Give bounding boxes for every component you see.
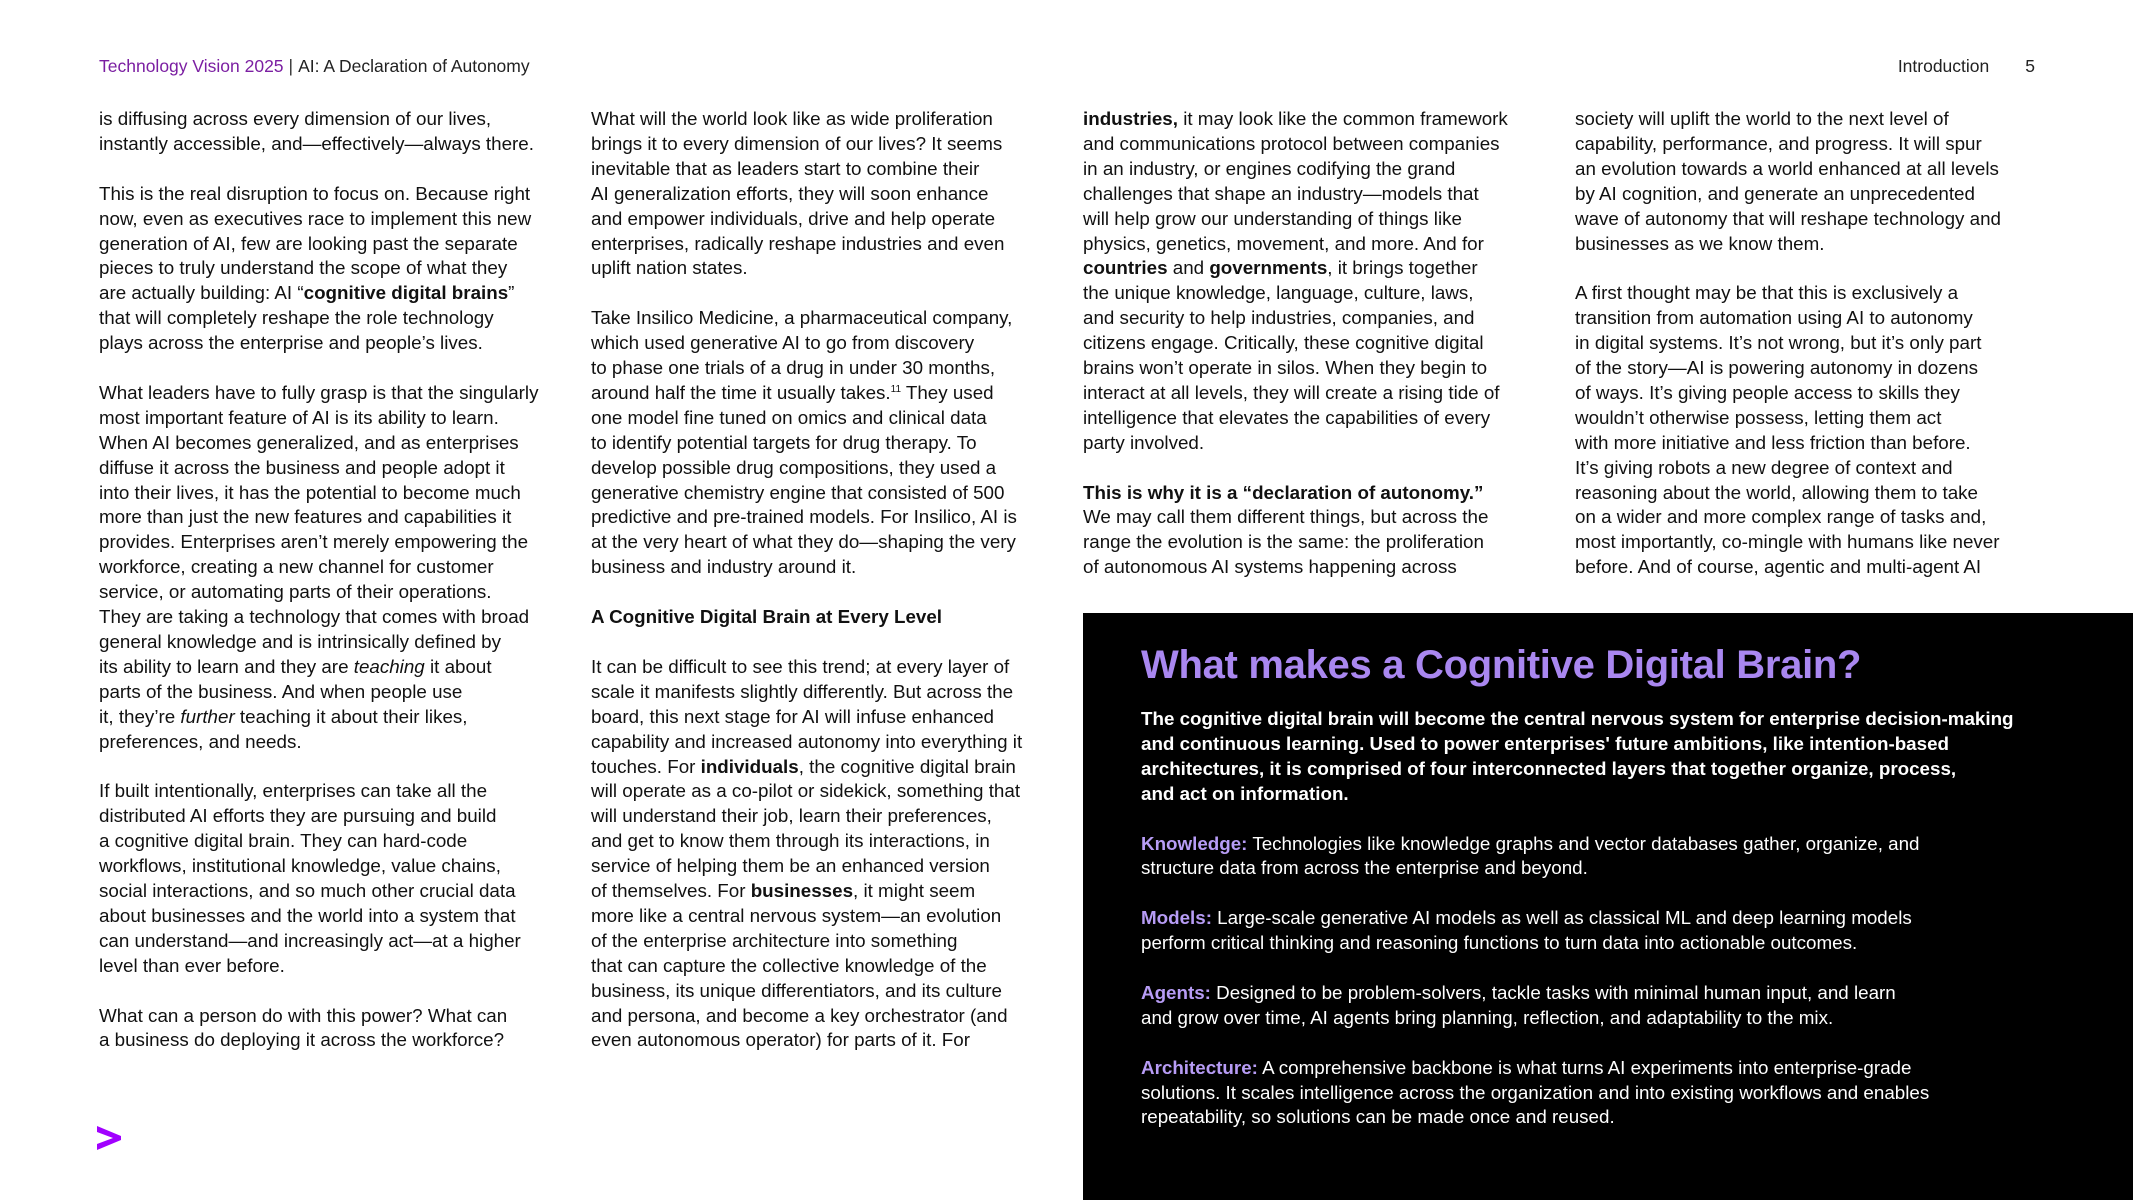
text-line: an evolution towards a world enhanced at all levels [1575, 157, 1999, 179]
text-line: will help grow our understanding of things like [1083, 207, 1462, 229]
text-run: touches. For [591, 755, 701, 777]
paragraph [99, 381, 569, 755]
text-line: a cognitive digital brain. They can hard-code [99, 830, 468, 852]
text-line: provides. Enterprises aren’t merely empowering the [99, 531, 529, 553]
text-run: of themselves. For [591, 880, 751, 902]
text-line: businesses as we know them. [1575, 232, 1825, 254]
text-run: teaching it about their likes, [234, 705, 468, 727]
text-line: workflows, institutional knowledge, value chains, [99, 855, 501, 877]
text-line [99, 655, 569, 680]
paragraph [591, 306, 1061, 580]
text-run: and [1167, 257, 1210, 279]
accenture-chevron-icon [95, 1123, 123, 1151]
italic-term: further [180, 705, 235, 727]
text-line [99, 705, 569, 730]
bold-term: businesses [750, 880, 854, 902]
text-line: with more initiative and less friction than before. [1575, 431, 1971, 453]
text-line: What can a person do with this power? What can [99, 1004, 508, 1026]
text-line: level than ever before. [99, 954, 285, 976]
text-line: and security to help industries, companies, and [1083, 307, 1475, 329]
text-run: it, they’re [99, 705, 181, 727]
text-line: generation of AI, few are looking past the separate [99, 232, 518, 254]
layer-agents [1141, 981, 2101, 1031]
text-run: ” [508, 282, 515, 304]
text-line: perform critical thinking and reasoning functions to turn data into actionable outcomes. [1141, 932, 1858, 954]
footnote-ref[interactable]: 11 [890, 383, 902, 395]
section-name: Introduction [1897, 56, 1990, 76]
text-line: society will uplift the world to the next level of [1575, 108, 1949, 129]
text-line [1141, 832, 2101, 857]
text-line: to identify potential targets for drug therapy. To [591, 431, 977, 453]
header-left [99, 56, 530, 77]
text-line: parts of the business. And when people use [99, 680, 463, 702]
text-line: What will the world look like as wide proliferation [591, 108, 993, 129]
text-line: generative chemistry engine that consisted of 500 [591, 481, 1005, 503]
text-line [1141, 1056, 2101, 1081]
text-line: capability, performance, and progress. It will spur [1575, 132, 1982, 154]
paragraph [99, 779, 569, 978]
bold-term: countries [1083, 257, 1168, 279]
text-line: scale it manifests slightly differently. But across the [591, 680, 1014, 702]
callout-title: What makes a Cognitive Digital Brain? [1141, 643, 1862, 687]
bold-term: industries, [1083, 108, 1178, 129]
text-line: capability and increased autonomy into everything it [591, 730, 1023, 752]
text-line: wave of autonomy that will reshape technology and [1575, 207, 2001, 229]
page-number: 5 [2025, 56, 2035, 76]
text-line: one model fine tuned on omics and clinical data [591, 406, 987, 428]
text-line: preferences, and needs. [99, 730, 302, 752]
text-line: structure data from across the enterprise and beyond. [1141, 857, 1588, 879]
text-line: most important feature of AI is its ability to learn. [99, 406, 499, 428]
text-line: more like a central nervous system—an evolution [591, 904, 1002, 926]
layer-label: Knowledge: [1141, 832, 1248, 854]
text-column-1 [99, 107, 569, 1078]
text-run: , the cognitive digital brain [798, 755, 1016, 777]
paragraph [1575, 107, 2045, 256]
text-column-4 [1575, 107, 2045, 605]
text-line: solutions. It scales intelligence across the organization and into existing workflows and enables [1141, 1081, 1930, 1103]
text-line: inevitable that as leaders start to combine their [591, 157, 980, 179]
text-line: challenges that shape an industry—models that [1083, 182, 1479, 204]
text-line: transition from automation using AI to autonomy [1575, 307, 1973, 329]
text-line: uplift nation states. [591, 257, 748, 279]
text-line: predictive and pre-trained models. For Insilico, AI is [591, 506, 1017, 528]
paragraph [591, 655, 1061, 1054]
text-run: They used [901, 381, 994, 403]
text-line: more than just the new features and capabilities it [99, 506, 512, 528]
callout-body [1141, 707, 2101, 1155]
text-line [591, 755, 1061, 780]
text-line: Take Insilico Medicine, a pharmaceutical company, [591, 307, 1013, 329]
text-run: it may look like the common framework [1177, 108, 1508, 129]
text-line: If built intentionally, enterprises can take all the [99, 780, 488, 802]
text-line: citizens engage. Critically, these cognitive digital [1083, 332, 1484, 354]
report-subtitle: AI: A Declaration of Autonomy [298, 56, 530, 76]
text-line: pieces to truly understand the scope of what they [99, 257, 508, 279]
text-line: enterprises, radically reshape industries and even [591, 232, 1005, 254]
text-line: intelligence that elevates the capabilities of every [1083, 406, 1491, 428]
text-line: and act on information. [1141, 782, 1349, 804]
text-line: at the very heart of what they do—shaping the very [591, 531, 1016, 553]
text-run: , it brings together [1327, 257, 1478, 279]
text-line: develop possible drug compositions, they used a [591, 456, 997, 478]
text-run: are actually building: AI “ [99, 282, 304, 304]
text-line: that can capture the collective knowledge of the [591, 954, 987, 976]
layer-models [1141, 906, 2101, 956]
text-line: the unique knowledge, language, culture, laws, [1083, 282, 1474, 304]
text-line: on a wider and more complex range of tasks and, [1575, 506, 1987, 528]
text-line: party involved. [1083, 431, 1205, 453]
cognitive-brain-callout [1083, 613, 2133, 1200]
text-line: reasoning about the world, allowing them to take [1575, 481, 1978, 503]
text-run: its ability to learn and they are [99, 655, 354, 677]
text-line: interact at all levels, they will create a rising tide of [1083, 381, 1500, 403]
text-line: service, or automating parts of their operations. [99, 581, 492, 603]
text-run: , it might seem [853, 880, 976, 902]
text-line: repeatability, so solutions can be made once and reused. [1141, 1106, 1615, 1128]
text-line: now, even as executives race to implement this new [99, 207, 532, 229]
text-line [99, 281, 569, 306]
text-line: which used generative AI to go from discovery [591, 332, 975, 354]
paragraph [1575, 281, 2045, 580]
text-line: of autonomous AI systems happening across [1083, 556, 1457, 578]
text-line: and persona, and become a key orchestrator (and [591, 1004, 1008, 1026]
paragraph [591, 107, 1061, 281]
text-line [591, 381, 1061, 406]
text-line: The cognitive digital brain will become the central nervous system for enterprise decision-making [1141, 708, 2014, 729]
text-line: brains won’t operate in silos. When they begin to [1083, 357, 1488, 379]
text-line: in digital systems. It’s not wrong, but it’s only part [1575, 332, 1982, 354]
text-line: What leaders have to fully grasp is that the singularly [99, 381, 539, 403]
text-line: They are taking a technology that comes with broad [99, 606, 530, 628]
italic-term: teaching [353, 655, 425, 677]
text-line [1083, 107, 1553, 132]
text-line: service of helping them be an enhanced version [591, 855, 990, 877]
text-line: and empower individuals, drive and help operate [591, 207, 996, 229]
text-line: brings it to every dimension of our lives? It seems [591, 132, 1003, 154]
text-line: instantly accessible, and—effectively—always there. [99, 132, 534, 154]
text-line: is diffusing across every dimension of our lives, [99, 108, 492, 129]
text-line: can understand—and increasingly act—at a higher [99, 929, 521, 951]
layer-knowledge [1141, 832, 2101, 882]
paragraph [99, 1004, 569, 1054]
text-line: a business do deploying it across the workforce? [99, 1029, 505, 1051]
text-line: wouldn’t otherwise possess, letting them act [1575, 406, 1942, 428]
text-line: It’s giving robots a new degree of context and [1575, 456, 1953, 478]
text-line: by AI cognition, and generate an unprecedented [1575, 182, 1975, 204]
text-line: architectures, it is comprised of four interconnected layers that together organize, process, [1141, 757, 1957, 779]
bold-term: individuals [700, 755, 799, 777]
layer-architecture [1141, 1056, 2101, 1131]
text-run: A comprehensive backbone is what turns AI experiments into enterprise-grade [1257, 1056, 1912, 1078]
text-run: it about [424, 655, 492, 677]
text-line: and continuous learning. Used to power enterprises' future ambitions, like intention-based [1141, 732, 1949, 754]
text-line: into their lives, it has the potential to become much [99, 481, 521, 503]
text-line: and get to know them through its interactions, in [591, 830, 990, 852]
text-line: A first thought may be that this is exclusively a [1575, 282, 1959, 304]
text-line: of ways. It’s giving people access to skills they [1575, 381, 1960, 403]
text-line: AI generalization efforts, they will soon enhance [591, 182, 989, 204]
report-brand: Technology Vision 2025 [99, 56, 284, 76]
text-column-2 [591, 107, 1061, 1078]
text-line: that will completely reshape the role technology [99, 307, 494, 329]
paragraph [99, 182, 569, 356]
callout-intro [1141, 707, 2101, 807]
text-run: around half the time it usually takes. [591, 381, 891, 403]
text-line [1141, 981, 2101, 1006]
bold-statement: This is why it is a “declaration of autonomy.” [1083, 481, 1484, 503]
text-line [1141, 906, 2101, 931]
text-line: of the story—AI is powering autonomy in dozens [1575, 357, 1978, 379]
text-line: social interactions, and so much other crucial data [99, 880, 516, 902]
text-line: before. And of course, agentic and multi-agent AI [1575, 556, 1982, 578]
text-line: and communications protocol between companies [1083, 132, 1500, 154]
text-line: This is the real disruption to focus on. Because right [99, 182, 531, 204]
paragraph [1083, 481, 1553, 581]
text-line [591, 879, 1061, 904]
bold-term: cognitive digital brains [303, 282, 509, 304]
paragraph [99, 107, 569, 157]
text-line: business, its unique differentiators, and its culture [591, 979, 1002, 1001]
text-run: Technologies like knowledge graphs and vector databases gather, organize, and [1247, 832, 1920, 854]
text-run: Large-scale generative AI models as well as classical ML and deep learning models [1211, 907, 1912, 929]
text-line: and grow over time, AI agents bring planning, reflection, and adaptability to the mix. [1141, 1006, 1834, 1028]
text-line: distributed AI efforts they are pursuing and build [99, 805, 497, 827]
text-line: physics, genetics, movement, and more. And for [1083, 232, 1484, 254]
bold-term: governments [1209, 257, 1328, 279]
header-right [1898, 56, 2035, 77]
text-line: will operate as a co-pilot or sidekick, something that [591, 780, 1021, 802]
text-line: even autonomous operator) for parts of it. For [591, 1029, 970, 1051]
text-line: general knowledge and is intrinsically defined by [99, 631, 501, 652]
section-heading: A Cognitive Digital Brain at Every Level [591, 606, 943, 628]
layer-label: Models: [1141, 907, 1212, 929]
text-line: diffuse it across the business and people adopt it [99, 456, 505, 478]
text-line: workforce, creating a new channel for customer [99, 556, 494, 578]
text-line: plays across the enterprise and people’s lives. [99, 332, 483, 354]
text-line: When AI becomes generalized, and as enterprises [99, 431, 519, 453]
text-line: of the enterprise architecture into something [591, 929, 958, 951]
text-line: We may call them different things, but across the [1083, 506, 1489, 528]
layer-label: Architecture: [1141, 1056, 1258, 1078]
paragraph [1083, 107, 1553, 456]
text-line: will understand their job, learn their preferences, [591, 805, 992, 827]
text-line: range the evolution is the same: the proliferation [1083, 531, 1484, 553]
text-line [1083, 256, 1553, 281]
text-line: to phase one trials of a drug in under 30 months, [591, 357, 996, 379]
text-line: It can be difficult to see this trend; at every layer of [591, 655, 1010, 677]
text-line: board, this next stage for AI will infuse enhanced [591, 705, 994, 727]
header-separator: | [288, 56, 294, 76]
text-line: about businesses and the world into a system that [99, 904, 516, 926]
text-line: most importantly, co-mingle with humans like never [1575, 531, 2000, 553]
text-line: business and industry around it. [591, 556, 857, 578]
text-line: in an industry, or engines codifying the grand [1083, 157, 1456, 179]
layer-label: Agents: [1141, 981, 1211, 1003]
page-header [99, 56, 2035, 84]
text-column-3 [1083, 107, 1553, 605]
text-run: Designed to be problem-solvers, tackle tasks with minimal human input, and learn [1210, 981, 1896, 1003]
